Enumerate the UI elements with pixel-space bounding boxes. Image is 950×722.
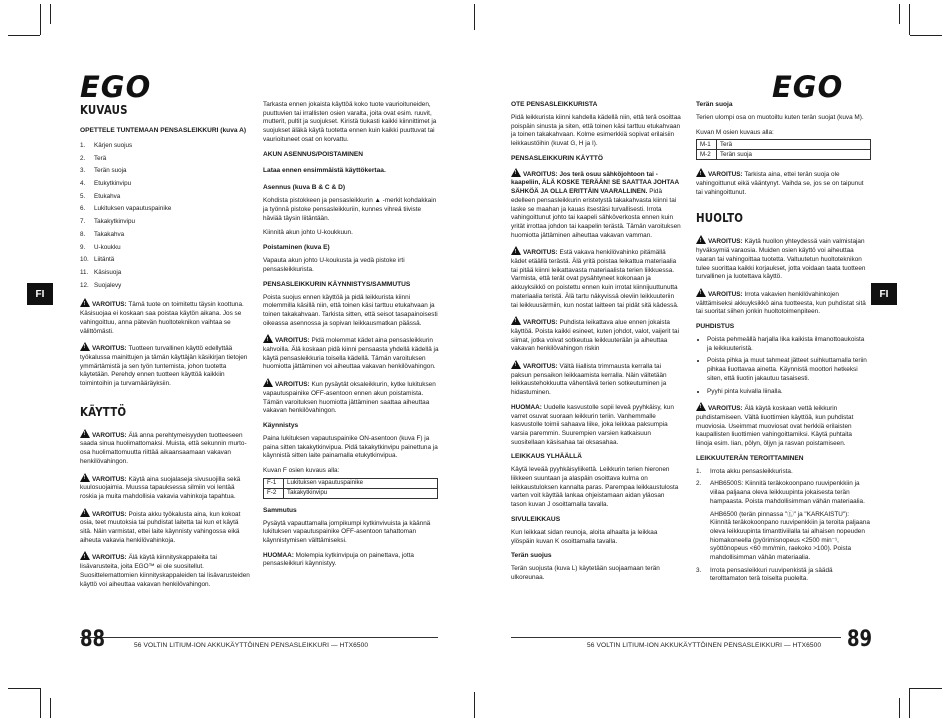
paragraph: Kun leikkaat sidan reunoja, aloita alhaalta ja leikkaa ylöspäin kuvan K osoittamalla tavalla. xyxy=(511,528,658,545)
crop-mark xyxy=(909,688,910,718)
figure-label: Kuvan F osien kuvaus alla: xyxy=(263,467,340,474)
warning-paragraph: !VAROITUS: Tarkista aina, ettei terän suoja ole vahingoittunut eikä vääntynyt. Vaihda se, jos se on taipunut tai vahingoittunut. xyxy=(696,168,870,197)
crop-mark xyxy=(910,688,942,689)
warning-paragraph: !VAROITUS: Irrota vakavien henkilövahinkojen välttämiseksi akkuyksikkö aina tuotteesta, kun puhdistat sitä tai suoritat siihen jonkin huoltotoimenpiteen. xyxy=(696,288,870,317)
warning-icon xyxy=(696,235,706,244)
list-item: 10. Liitäntä xyxy=(80,256,115,264)
warning-paragraph: !VAROITUS: Käytä aina suojalaseja sivusuojilla sekä kuulosuojaimia. Muussa tapauksessa silmiin voi lentää roskia ja muita mahdollisia vakavia vahinkoja tapahtua. xyxy=(80,473,250,502)
warning-paragraph: !VAROITUS: Älä käytä koskaan vettä leikkurin puhdistamiseen. Vältä liuottimien käyttöä, kun puhdistat muoviosia. Useimmat muoviosat ovat herkkiä erilaisten kaupallisten liuottimien vahingoittamiksi. Käytä puhtaita liinoja esim. lian, pölyn, öljyn ja rasvan poistamiseen. xyxy=(696,402,870,449)
paragraph: Pysäytä vapauttamalla jompikumpi kytkinvivuista ja käännä lukituksen vapautuspainike OFF-asentoon tahattoman käynnistymisen välttämiseksi. xyxy=(263,519,431,545)
list-item: 9. U-koukku xyxy=(80,243,121,251)
figure-m-key-table xyxy=(696,139,871,160)
crop-mark xyxy=(50,4,51,24)
warning-paragraph: !VAROITUS: Jos terä osuu sähköjohtoon tai -kaapeliin, ÄLÄ KOSKE TERÄÄN! SE SAATTAA JOHTAA SÄHKÖÄ JA OLLA ERITTÄIN VAARALLINEN. Pidä edelleen pensasleikkurin eristetystä takakahvasta kiinni tai laske se maahan ja kauas itsestäsi turvallisesti. Irrota vahingoittunut johto tai kaapeli sähköverkosta ennen kuin yrität irrottaa johdon tai kaapelin terästä. Tämän varoituksen huomiotta jättäminen aiheuttaa vakavan vamman. xyxy=(511,168,681,241)
spine-mark xyxy=(474,4,475,30)
table-row: M-1 Terä xyxy=(697,140,871,150)
subheading-teran-suoja: Terän suoja xyxy=(696,101,733,108)
subheading-asennus: Asennus (kuva B & C & D) xyxy=(263,184,346,192)
crop-mark xyxy=(8,688,40,689)
table-row: F-1 Lukituksen vapautuspainike xyxy=(264,478,438,488)
intro-paragraph: Tarkasta ennen jokaista käyttöä koko tuote vaurioituneiden, puuttuvien tai irrallisten osien varalta, joita ovat esim. ruuvit, mutterit, pultit ja suojukset. Kiristä tiukasti kaikki kiinnittimet ja suojukset äläkä käytä tuotetta ennen kuin kaikki puuttuvat tai vaurioituneet osat on korvattu. xyxy=(263,101,437,143)
note-paragraph: HUOMAA: Uudelle kasvustolle sopii leveä pyyhkäisy, kun varret osuvat suoraan leikkurin teriin. Vanhemmalle kasvustolle toimii sahaava liike, joka leikkaa paksumpia varsia paremmin. Suurempien varsien katkaisuun suositellaan käsisahaa tai oksasahaa. xyxy=(511,403,674,446)
ego-logo-right: EGO xyxy=(772,70,844,104)
crop-mark xyxy=(910,35,942,36)
list-item: 2. Terä xyxy=(80,154,107,162)
warning-paragraph: !VAROITUS: Tämä tuote on toimitettu täysin koottuna. Käsisuojaa ei koskaan saa poistaa käytön aikana. Jos se vahingoittuu, anna pätevän huoltoteknikon vaihtaa se välittömästi. xyxy=(80,298,250,336)
paragraph: Vapauta akun johto U-koukusta ja vedä pistoke irti pensasleikkurista. xyxy=(263,257,405,273)
list-item: 2. AHB6500S: Kiinnitä teräkokoonpano ruuvipenkkiin ja viilaa paljaana oleva leikkuupinta jokaisesta terän hampaasta. Poista mahdollisimman vähän materiaalia. xyxy=(696,480,865,505)
cleaning-list xyxy=(696,336,870,396)
warning-paragraph: !VAROITUS: Käytä huollon yhteydessä vain valmistajan hyväksymiä varaosia. Muiden osien käyttö voi aiheuttaa vaaran tai vahingoittaa tuotetta. Valtuutetun huoltoteknikon tulee suorittaa kaikki korjaukset, jotta voidaan taata tuotteen turvallinen ja luotettava käyttö. xyxy=(696,235,870,282)
list-item: 12. Suojalevy xyxy=(80,281,122,289)
warning-icon xyxy=(511,360,521,369)
warning-icon xyxy=(80,508,90,517)
warning-icon xyxy=(696,402,706,411)
heading-puhdistus: PUHDISTUS xyxy=(696,323,735,331)
crop-mark xyxy=(899,4,900,24)
list-item: 1. Irrota akku pensasleikkurista. xyxy=(696,467,793,475)
crop-mark xyxy=(40,4,41,35)
warning-paragraph: !VAROITUS: Kun pysäytät oksaleikkurin, kytke lukituksen vapautuspainike OFF-asentoon ennen akun poistamista. Tämän varoituksen huomiotta jättäminen saattaa aiheuttaa vakavan henkilövahingon. xyxy=(263,378,439,416)
footer-title-right: 56 VOLTIN LITIUM-ION AKKUKÄYTTÖINEN PENSASLEIKKURI — HTX6500 xyxy=(587,642,822,649)
warning-icon xyxy=(80,342,90,351)
warning-paragraph: !VAROITUS: Älä käytä kiinnityskappaleita tai lisävarusteita, joita EGO™ ei ole suositellut. Suosittelemattomien kiinnityskappaleiden tai lisävarusteiden käyttö voi aiheuttaa vakavan henkilövahingon. xyxy=(80,551,250,589)
list-item: 8. Takakahva xyxy=(80,230,125,238)
table-row: F-2 Takakytkinvipu xyxy=(264,488,438,498)
section-title-kaytto: KÄYTTÖ xyxy=(80,403,127,419)
warning-paragraph: !VAROITUS: Estä vakava henkilövahinko pitämällä kädet etäällä terästä. Älä yritä poistaa leikattua materiaalia tai pitää kiinni leikattavasta materiaalista terien liikkuessa. Varmista, että terät ovat pysähtyneet kokonaan ja akkuyksikkö on poistettu ennen kuin irrotat kiinnijuuttunutta materiaalia teristä. Älä tartu näkyvissä oleviin leikkuuteriin tai leikkuusärmiin, kun nostat laitteen tai pidät sitä kädessä. xyxy=(511,246,681,310)
warning-icon xyxy=(696,288,706,297)
sharpening-steps xyxy=(696,468,870,584)
warning-icon xyxy=(511,246,521,255)
table-row: M-2 Terän suoja xyxy=(697,150,871,160)
list-item: 1. Kärjen suojus xyxy=(80,141,133,149)
warning-icon xyxy=(263,334,273,343)
warning-icon xyxy=(80,298,90,307)
warning-icon xyxy=(80,551,90,560)
footer-title-left: 56 VOLTIN LITIUM-ION AKKUKÄYTTÖINEN PENSASLEIKKURI — HTX6500 xyxy=(134,642,369,649)
page89-column-1 xyxy=(511,101,681,589)
list-item: 7. Takakytkinvipu xyxy=(80,218,135,226)
crop-mark xyxy=(50,698,51,718)
list-item: 4. Etukytkinvipu xyxy=(80,180,132,188)
paragraph: Terien ulompi osa on muotoiltu kuten terän suojat (kuva M). xyxy=(696,113,864,121)
section-title-huolto: HUOLTO xyxy=(696,210,744,226)
paragraph: Pidä leikkurista kiinni kahdella kädellä niin, että terä osoittaa poispäin sinusta ja siten, että toinen käsi tarttuu etukahvaan ja toinen takakahvaan. Kolme esimerkkiä sopivat erilaisiin leikkaustöihin (kuvat G, H ja I). xyxy=(511,113,681,148)
warning-paragraph: !VAROITUS: Pidä molemmat kädet aina pensasleikkurin kahvoilla. Älä koskaan pidä kiinni pensaasta yhdellä kädellä ja käytä pensasleikkuria toisella kädellä. Tämän varoituksen huomiotta jättäminen voi aiheuttaa vakavan henkilövahingon. xyxy=(263,334,439,372)
subheading-kaynnistys: Käynnistys xyxy=(263,421,299,429)
heading-leikkaus-ylhaalla: LEIKKAUS YLHÄÄLLÄ xyxy=(511,453,582,461)
subheading-sammutus: Sammutus xyxy=(263,506,297,514)
heading-akun-asennus: AKUN ASENNUS/POISTAMINEN xyxy=(263,150,364,158)
list-item: 5. Etukahva xyxy=(80,192,121,200)
list-item: 6. Lukituksen vapautuspainike xyxy=(80,205,172,213)
warning-icon xyxy=(80,473,90,482)
note-paragraph: HUOMAA: Molempia kytkinvipuja on painettava, jotta pensasleikkuri käynnistyy. xyxy=(263,551,414,568)
warning-paragraph: !VAROITUS: Puhdista leikattava alue ennen jokaista käyttöä. Poista kaikki esineet, kuten johdot, valot, vaijerit tai siimat, jotka voivat sotkeutua leikkuuterään ja aiheuttaa vakavan henkilövahingon riskin xyxy=(511,316,681,354)
crop-mark xyxy=(40,688,41,718)
list-item: • Poista pehmeällä harjalla lika kaikista ilmanottoaukoista ja leikkuuteristä. xyxy=(707,336,870,353)
list-item: 3. Irrota pensasleikkuri ruuvipenkistä ja säädä terolttamaton terä toiselta puolelta. xyxy=(696,566,833,583)
warning-icon xyxy=(511,316,521,325)
language-tab-right: FI xyxy=(871,283,897,305)
figure-label: Kuvan M osien kuvaus alla: xyxy=(696,128,774,136)
section-title-kuvaus: KUVAUS xyxy=(80,102,128,117)
paragraph: Kiinnitä akun johto U-koukkuun. xyxy=(263,229,353,237)
paragraph: Poista suojus ennen käyttöä ja pidä leikkurista kiinni molemmilla käsillä niin, että toinen käsi tarttuu etukahvaan ja toinen takakahvaan. Tarkista sitten, että seisot tasapainoisesti oikeassa asennossa ja sopivan leikkausmatkan päässä. xyxy=(263,293,438,327)
heading-kaytto: PENSASLEIKKURIN KÄYTTÖ xyxy=(511,154,603,162)
heading-teroittaminen: LEIKKUUTERÄN TEROITTAMINEN xyxy=(696,454,804,462)
warning-icon xyxy=(263,378,273,387)
warning-icon xyxy=(696,168,706,177)
warning-paragraph: !VAROITUS: Tuotteen turvallinen käyttö edellyttää työkalussa mainittujen ja tämän käyttäjän käsikirjan tietojen ymmärtämistä ja sen työn tuntemista, johon tuotetta käytetään. Perehdy ennen tuotteen käyttöä kaikkiin toimintoihin ja turvamääräyksiin. xyxy=(80,342,250,389)
crop-mark xyxy=(909,4,910,35)
list-item: • Poista pihka ja muut tahmeat jätteet suihkuttamalla teriin pihkaa liuottavaa ainetta. Käynnistä moottori hetkeksi siten, että liuotin jakautuu tasaisesti. xyxy=(707,357,870,383)
paragraph: Kohdista pistokkeen ja pensasleikkurin ▲ -merkit kohdakkain ja työnnä pistoke pensasleikkuriin, kunnes vihreä tiiviste häviää täysin liitäntään. xyxy=(263,197,437,222)
list-item: 3. Terän suoja xyxy=(80,167,127,175)
heading-kaynnistys-sammutus: PENSASLEIKKURIN KÄYNNISTYS/SAMMUTUS xyxy=(263,280,411,288)
paragraph: Paina lukituksen vapautuspainike ON-asentoon (kuva F) ja paina sitten takakytkinvipua. Pidä takakytkinvipu painettuna ja käynnistä sitten laite painamalla etukytkinvipua. xyxy=(263,434,438,460)
page88-column-1 xyxy=(80,101,250,595)
figure-f-key-table xyxy=(263,478,438,499)
page-number-left: 88 xyxy=(80,627,106,652)
page88-column-2 xyxy=(263,101,439,575)
footer-rule xyxy=(80,637,438,638)
footer-rule xyxy=(511,637,841,638)
warning-paragraph: !VAROITUS: Vältä liiallista trimmausta kerralla tai paksun pensaikon leikkaamista kerralla. Näin vältetään leikkaustehokkuutta vähentävä terien sotkeutuminen ja hidastuminen. xyxy=(511,360,681,398)
heading-sivuleikkaus: SIVULEIKKAUS xyxy=(511,515,561,523)
paragraph: Terän suojusta (kuva L) käytetään suojaamaan terän ulkoreunaa. xyxy=(511,565,660,581)
parts-list xyxy=(80,140,250,292)
page89-column-2 xyxy=(696,101,870,590)
warning-icon xyxy=(80,429,90,438)
language-tab-left: FI xyxy=(27,283,53,305)
subheading-teran-suojus: Terän suojus xyxy=(511,552,552,560)
spine-mark xyxy=(474,692,475,718)
list-item: 11. Käsisuoja xyxy=(80,268,122,276)
paragraph: Käytä leveää pyyhkäisyliikettä. Leikkurin terien hieronen liikkeen suuntaan ja alaspäin osoittava kulma on leikkaustuloksen kannalta paras. Parempaa leikkaustulosta varten voit käyttää lankaa ohjeistamaan aidan yläosan tason kuvan J osoittamalla tavalla. xyxy=(511,466,679,509)
subtitle-opettele: OPETTELE TUNTEMAAN PENSASLEIKKURI (kuva A) xyxy=(80,127,247,134)
ego-logo-left: EGO xyxy=(80,70,152,104)
page-number-right: 89 xyxy=(847,627,873,652)
warning-paragraph: !VAROITUS: Älä anna perehtymeisyyden tuotteeseen saada sinua huolimattomaksi. Muista, että sekunnin murto-osa huolimattomuutta riittää aikaansaamaan vakavan henkilövahingon. xyxy=(80,429,250,467)
heading-ote: OTE PENSASLEIKKURISTA xyxy=(511,101,598,108)
warning-icon xyxy=(511,168,521,177)
warning-paragraph: !VAROITUS: Poista akku työkalusta aina, kun kokoat osia, teet muutoksia tai puhdistat laitetta tai kun et käytä sitä. Näin varmistat, ettei laite käynnisty vahingossa eikä aiheuta vakavia henkilövahinkoja. xyxy=(80,508,250,546)
list-item: • Pyyhi pinta kuivalla liinalla. xyxy=(707,388,870,397)
list-item: AHB6500 (terän pinnassa "Ⓛ" ja "KARKAISTU"): Kiinnitä teräkokoonpano ruuvipenkkiin ja teroita paljaana oleva leikkuupinta timanttiviilalla tai alhaisen nopeuden hiomakoneella (pyörimisnopeus <2500 min⁻¹, syöttönopeus <60 mm/min, raekoko >100). Poista mahdollisimman vähän materiaalia. xyxy=(710,510,870,562)
crop-mark xyxy=(899,698,900,718)
note-lataa: Lataa ennen ensimmäistä käyttökertaa. xyxy=(263,167,386,175)
subheading-poistaminen: Poistaminen (kuva E) xyxy=(263,244,330,252)
crop-mark xyxy=(8,35,40,36)
